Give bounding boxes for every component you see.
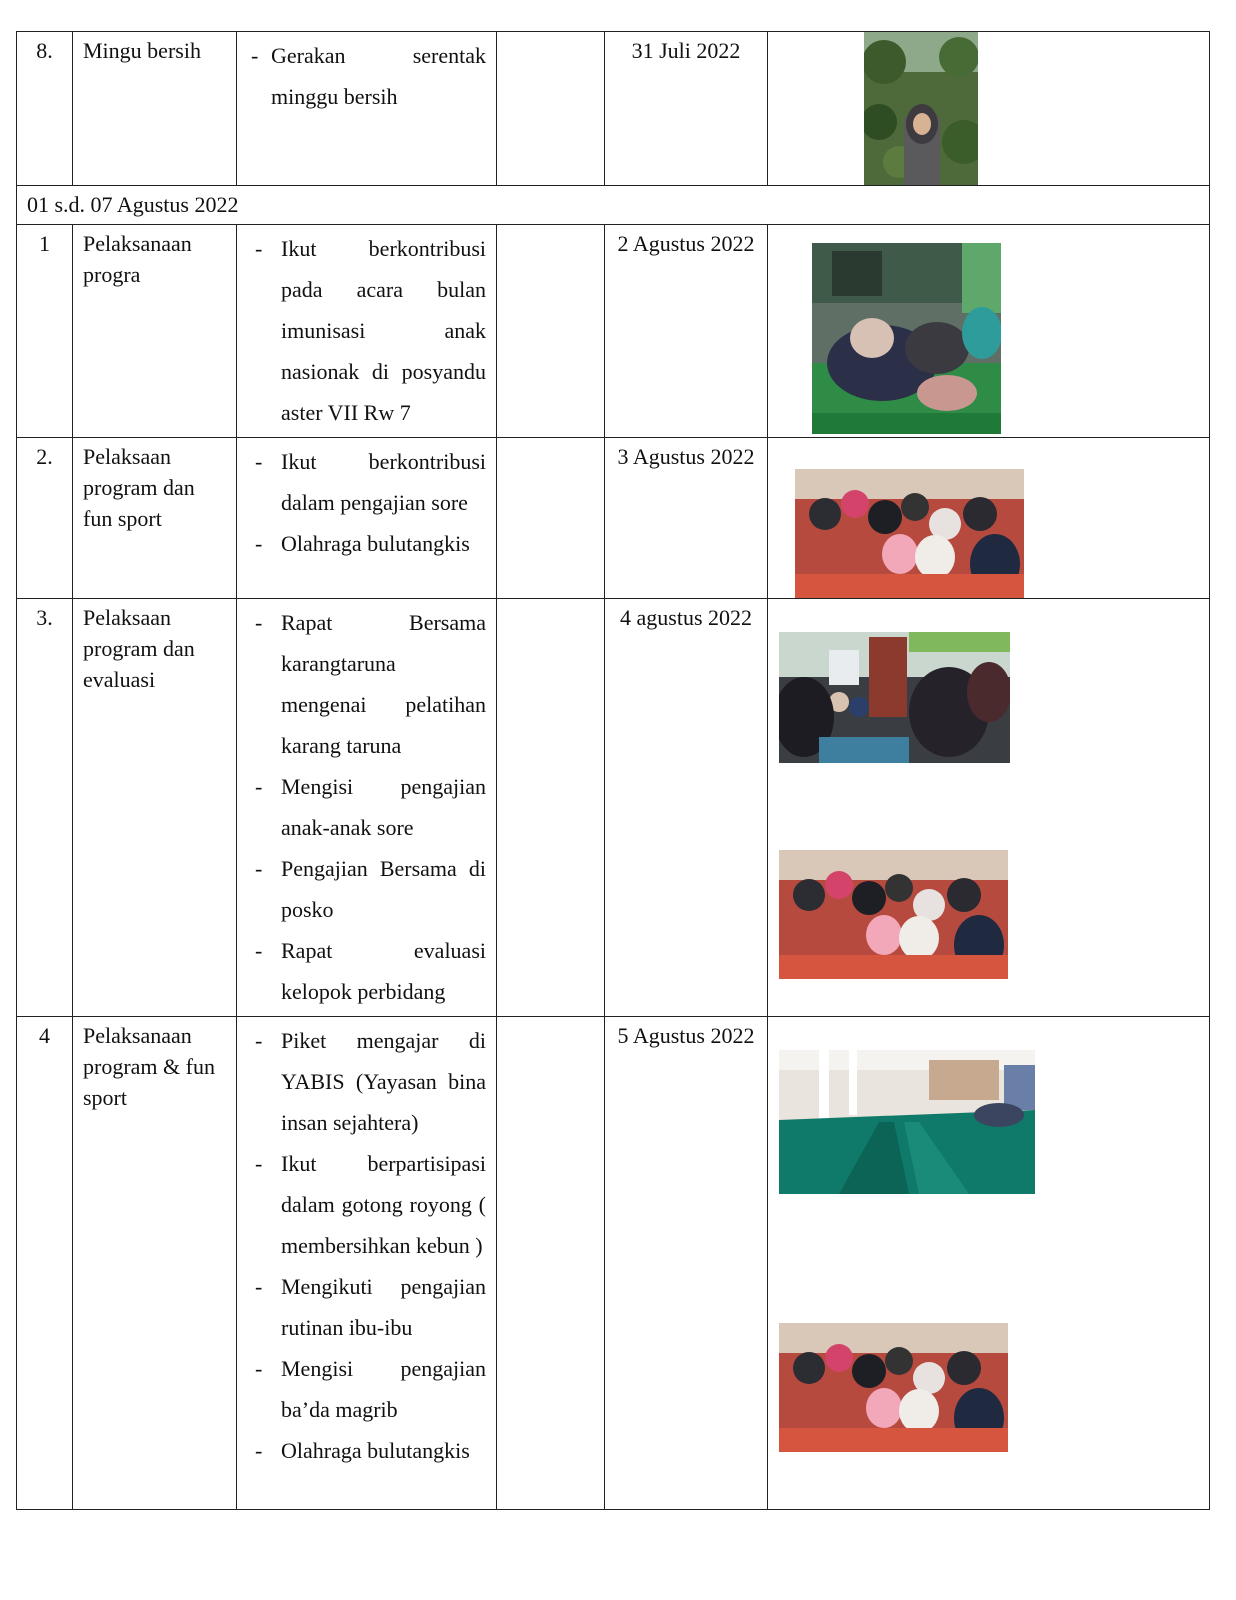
detail-item: - Rapat evaluasi kelopok perbidang: [255, 938, 486, 1004]
mosque-hall-photo: [779, 1050, 1035, 1194]
activity-details: [237, 32, 497, 186]
blank-cell: [497, 599, 605, 1017]
detail-item: - Mengikuti pengajian rutinan ibu-ibu: [255, 1274, 486, 1340]
detail-item: - Gerakan serentak minggu bersih: [251, 43, 486, 109]
activity-name: Pelaksaan program dan fun sport: [73, 438, 237, 599]
activity-details: [237, 438, 497, 599]
detail-item: - Piket mengajar di YABIS (Yayasan bina insan sejahtera): [255, 1028, 486, 1135]
row-number: 8.: [17, 32, 73, 186]
photo-cell: [768, 32, 1210, 186]
detail-item: - Mengisi pengajian anak-anak sore: [255, 774, 486, 840]
detail-item: - Rapat Bersama karangtaruna mengenai pelatihan karang taruna: [255, 610, 486, 758]
blank-cell: [497, 438, 605, 599]
activity-date: 2 Agustus 2022: [605, 225, 768, 438]
table-row: [17, 32, 1210, 186]
blank-cell: [497, 225, 605, 438]
activity-date: 31 Juli 2022: [605, 32, 768, 186]
week-header-row: [17, 186, 1210, 225]
photo-cell: [768, 225, 1210, 438]
karangtaruna-meeting-photo: [779, 632, 1010, 763]
activity-name: Mingu bersih: [73, 32, 237, 186]
children-reciting-photo: [779, 850, 1008, 979]
detail-item: - Ikut berkontribusi pada acara bulan imunisasi anak nasionak di posyandu aster VII Rw 7: [255, 236, 486, 425]
woman-in-garden-photo: [864, 32, 978, 185]
activity-details: [237, 1017, 497, 1510]
detail-item: - Ikut berpartisipasi dalam gotong royong ( membersihkan kebun ): [255, 1151, 486, 1258]
detail-item: - Ikut berkontribusi dalam pengajian sore: [255, 449, 486, 515]
photo-cell: [768, 438, 1210, 599]
photo-cell: [768, 1017, 1210, 1510]
detail-item: - Olahraga bulutangkis: [255, 1438, 470, 1463]
activity-details: [237, 225, 497, 438]
table-row: [17, 599, 1210, 1017]
activity-name: Pelaksanaan progra: [73, 225, 237, 438]
activity-name: Pelaksaan program dan evaluasi: [73, 599, 237, 1017]
activity-date: 4 agustus 2022: [605, 599, 768, 1017]
posyandu-immunization-photo: [812, 243, 1001, 434]
blank-cell: [497, 32, 605, 186]
detail-item: - Olahraga bulutangkis: [255, 531, 470, 556]
table-row: [17, 225, 1210, 438]
row-number: 2.: [17, 438, 73, 599]
children-reciting-photo: [795, 469, 1024, 598]
activity-details: [237, 599, 497, 1017]
row-number: 4: [17, 1017, 73, 1510]
photo-cell: [768, 599, 1210, 1017]
activity-date: 3 Agustus 2022: [605, 438, 768, 599]
blank-cell: [497, 1017, 605, 1510]
detail-item: - Pengajian Bersama di posko: [255, 856, 486, 922]
table-row: [17, 438, 1210, 599]
children-reciting-photo: [779, 1323, 1008, 1452]
row-number: 3.: [17, 599, 73, 1017]
activity-name: Pelaksanaan program & fun sport: [73, 1017, 237, 1510]
detail-item: - Mengisi pengajian ba’da magrib: [255, 1356, 486, 1422]
activity-date: 5 Agustus 2022: [605, 1017, 768, 1510]
row-number: 1: [17, 225, 73, 438]
week-header: 01 s.d. 07 Agustus 2022: [17, 186, 1210, 225]
table-row: [17, 1017, 1210, 1510]
activity-log-table: [16, 31, 1210, 1510]
